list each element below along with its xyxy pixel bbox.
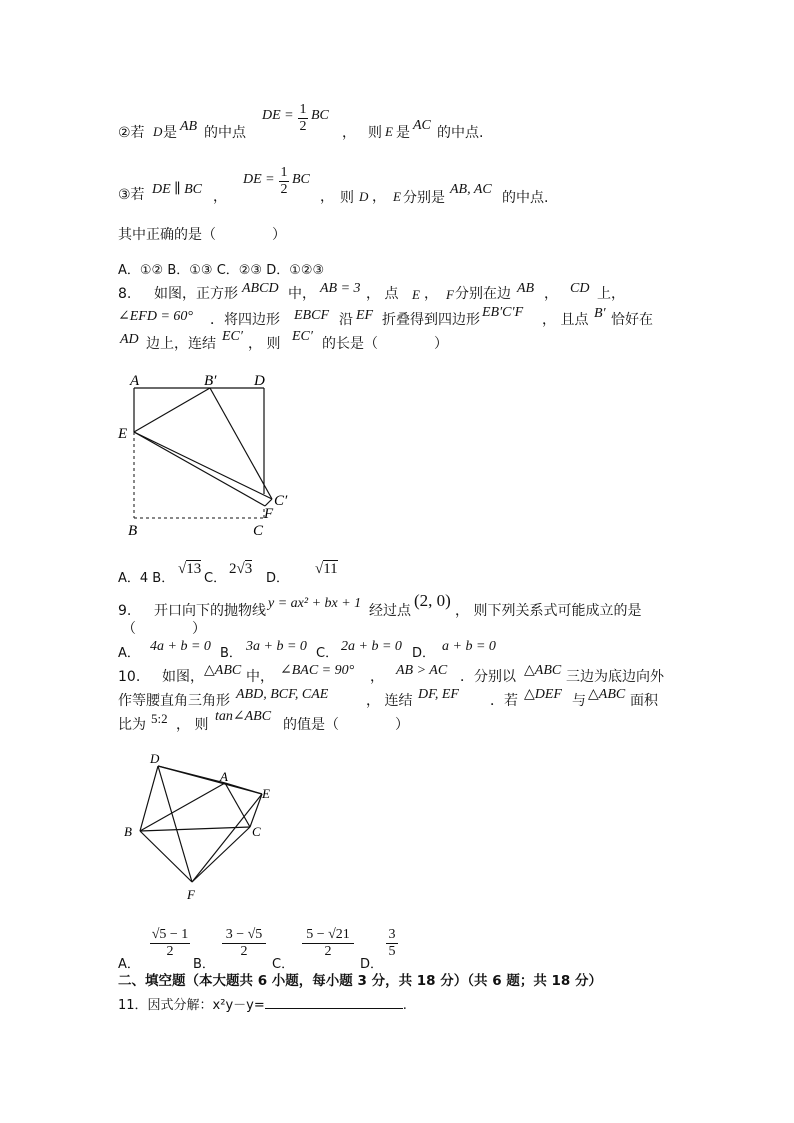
- q10-figure: [112, 748, 292, 906]
- option-c-fraction: 5 − √21 2: [302, 928, 354, 959]
- label-E: E: [262, 786, 270, 801]
- label-B: B: [124, 824, 132, 839]
- label-Bp: B′: [204, 373, 217, 389]
- fraction-one-half: 1 2: [299, 102, 307, 134]
- q7-question: 其中正确的是（ ）: [118, 227, 286, 243]
- segment-ECp: [134, 432, 272, 499]
- q7-options: A．①② B．①③ C．②③ D．①②③: [118, 263, 325, 278]
- option-b-sqrt: √13: [178, 561, 202, 577]
- segment-FC: [192, 827, 250, 882]
- q8-figure: [112, 366, 302, 542]
- segment-DB: [140, 766, 158, 831]
- segment-FCp: [265, 499, 272, 506]
- option-d-sqrt: √11: [315, 561, 338, 577]
- segment-EBp: [134, 388, 210, 432]
- label-F: F: [264, 506, 274, 522]
- answer-blank[interactable]: [265, 996, 403, 1009]
- segment-EC: [250, 794, 262, 827]
- label-C: C: [253, 523, 264, 539]
- option-d-fraction: 3 5: [386, 928, 398, 959]
- label-A: A: [220, 769, 228, 784]
- option-a-fraction: √5 − 1 2: [151, 927, 189, 959]
- section-2-title: 二、填空题（本大题共 6 小题，每小题 3 分，共 18 分）（共 6 题；共 18 分）: [118, 973, 603, 989]
- label-C: C: [252, 824, 261, 839]
- q11-line: 11．因式分解：x²y－y= .: [118, 998, 407, 1013]
- label-B: B: [128, 523, 138, 539]
- option-b-fraction: 3 − √5 2: [222, 928, 266, 959]
- label-Cp: C′: [274, 493, 288, 509]
- option-c-sqrt: 2√3: [229, 561, 253, 577]
- label-D: D: [254, 373, 265, 389]
- label-F: F: [187, 887, 195, 902]
- segment-DE: [158, 766, 262, 794]
- segment-EF: [134, 432, 265, 506]
- segment-BpCp: [210, 388, 272, 499]
- q9-paren: （ ）: [122, 621, 206, 637]
- fraction-one-half: 1 2: [280, 165, 288, 197]
- label-D: D: [150, 751, 160, 766]
- label-A: A: [130, 373, 140, 389]
- segment-BA: [140, 783, 225, 831]
- label-E: E: [118, 426, 128, 442]
